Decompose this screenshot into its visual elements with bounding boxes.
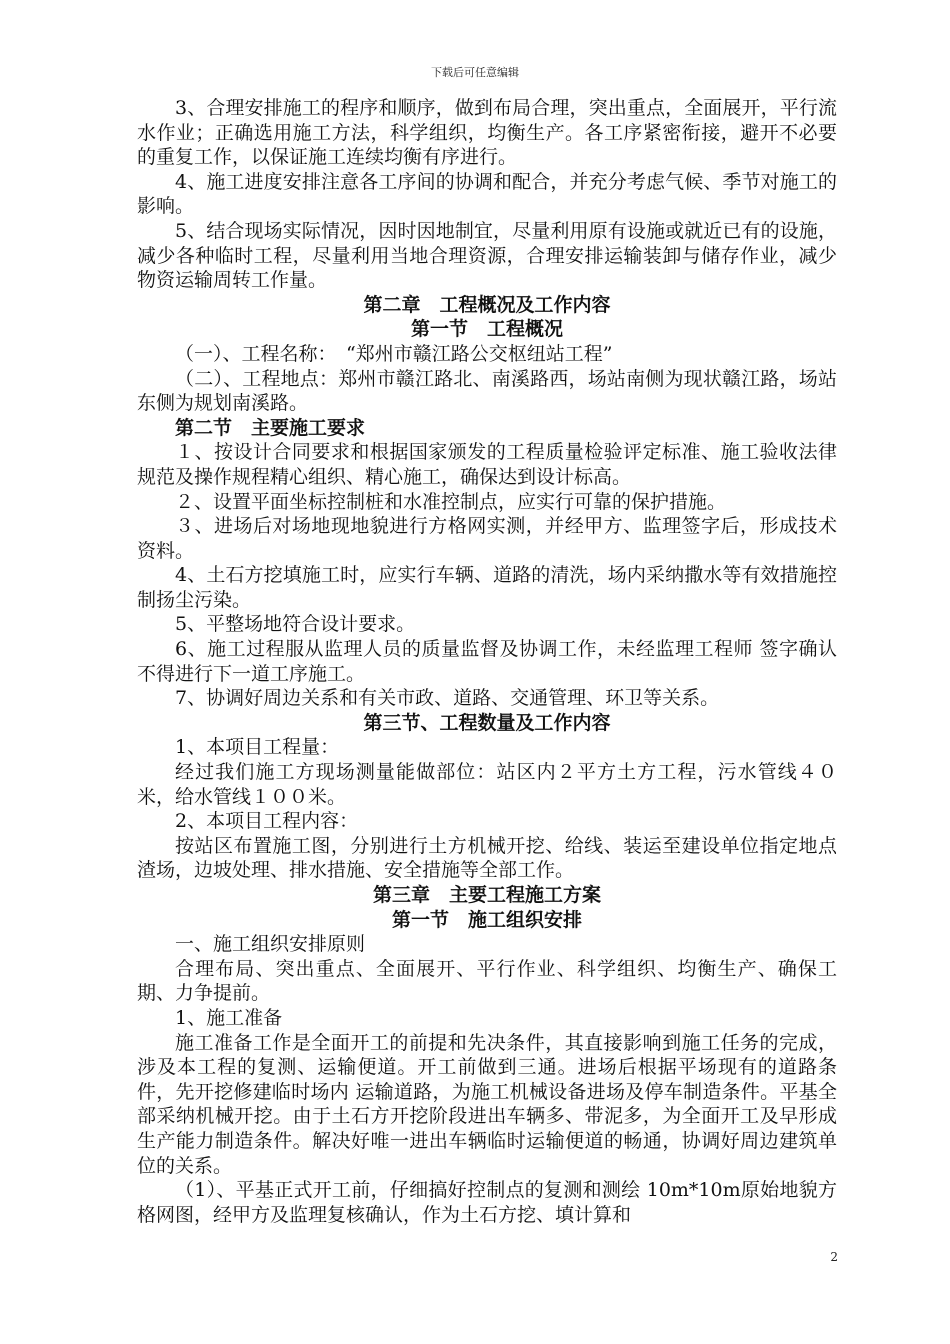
section-heading: 第二节 主要施工要求 [175, 416, 366, 439]
paragraph: （一）、工程名称： “郑州市赣江路公交枢纽站工程” [175, 342, 613, 365]
paragraph: 4、土石方挖填施工时，应实行车辆、道路的清洗，场内采纳撒水等有效措施控制扬尘污染。 [137, 564, 837, 611]
paragraph: 一、施工组织安排原则 [175, 933, 366, 956]
paragraph: 5、平整场地符合设计要求。 [175, 613, 416, 636]
page-number: 2 [830, 1250, 838, 1264]
section-heading: 第一节 施工组织安排 [391, 908, 582, 931]
paragraph: 7、协调好周边关系和有关市政、道路、交通管理、环卫等关系。 [175, 687, 720, 710]
section-heading: 第二章 工程概况及工作内容 [363, 293, 611, 316]
paragraph: ２、设置平面坐标控制桩和水准控制点，应实行可靠的保护措施。 [175, 490, 727, 513]
paragraph: 合理布局、突出重点、全面展开、平行作业、科学组织、均衡生产、确保工期、力争提前。 [137, 957, 837, 1005]
page-header: 下载后可任意编辑 [431, 66, 519, 79]
paragraph: 施工准备工作是全面开工的前提和先决条件，其直接影响到施工任务的完成，涉及本工程的复测、运输便道。开工前做到三通。进场后根据平场现有的道路条件，先开挖修建临时场内 运输道路，为施工机械设备进场及停车制造条件。平基全部采纳机械开挖。由于土石方开挖阶段进出车辆多、带泥多，为全面开工及早形成生产能力制造条件。解决好唯一进出车辆临时运输便道的畅通，协调好周边建筑单位的关系。 [137, 1031, 837, 1177]
paragraph: （1）、平基正式开工前，仔细搞好控制点的复测和测绘 10m*10m原始地貌方格网图，经甲方及监理复核确认，作为土石方挖、填计算和 [137, 1179, 837, 1226]
paragraph: 3、合理安排施工的程序和顺序，做到布局合理，突出重点，全面展开，平行流水作业；正确选用施工方法，科学组织，均衡生产。各工序紧密衔接，避开不必要的重复工作，以保证施工连续均衡有序进行。 [137, 97, 837, 169]
paragraph: 5、结合现场实际情况，因时因地制宜，尽量利用原有设施或就近已有的设施，减少各种临时工程，尽量利用当地合理资源，合理安排运输装卸与储存作业，减少物资运输周转工作量。 [137, 219, 837, 292]
paragraph: １、按设计合同要求和根据国家颁发的工程质量检验评定标准、施工验收法律规范及操作规程精心组织、精心施工，确保达到设计标高。 [137, 441, 837, 488]
section-heading: 第一节 工程概况 [410, 318, 563, 341]
paragraph: 经过我们施工方现场测量能做部位：站区内２平方土方工程，污水管线４０米，给水管线１００米。 [137, 761, 837, 808]
paragraph: （二）、工程地点：郑州市赣江路北、南溪路西，场站南侧为现状赣江路，场站东侧为规划南溪路。 [137, 367, 837, 415]
paragraph: 6、施工过程服从监理人员的质量监督及协调工作，未经监理工程师 签字确认不得进行下一道工序施工。 [137, 638, 837, 685]
document-body [137, 96, 837, 1227]
paragraph: ３、进场后对场地现地貌进行方格网实测，并经甲方、监理签字后，形成技术资料。 [137, 515, 837, 562]
section-heading: 第三节、工程数量及工作内容 [363, 711, 611, 734]
paragraph: 按站区布置施工图，分别进行土方机械开挖、给线、装运至建设单位指定地点渣场，边坡处理、排水措施、安全措施等全部工作。 [137, 834, 837, 882]
section-heading: 第三章 主要工程施工方案 [372, 884, 601, 906]
paragraph: 2、本项目工程内容： [175, 810, 359, 833]
paragraph: 1、本项目工程量： [175, 736, 340, 759]
paragraph: 1、施工准备 [175, 1006, 283, 1029]
paragraph: 4、施工进度安排注意各工序间的协调和配合，并充分考虑气候、季节对施工的影响。 [137, 170, 837, 218]
